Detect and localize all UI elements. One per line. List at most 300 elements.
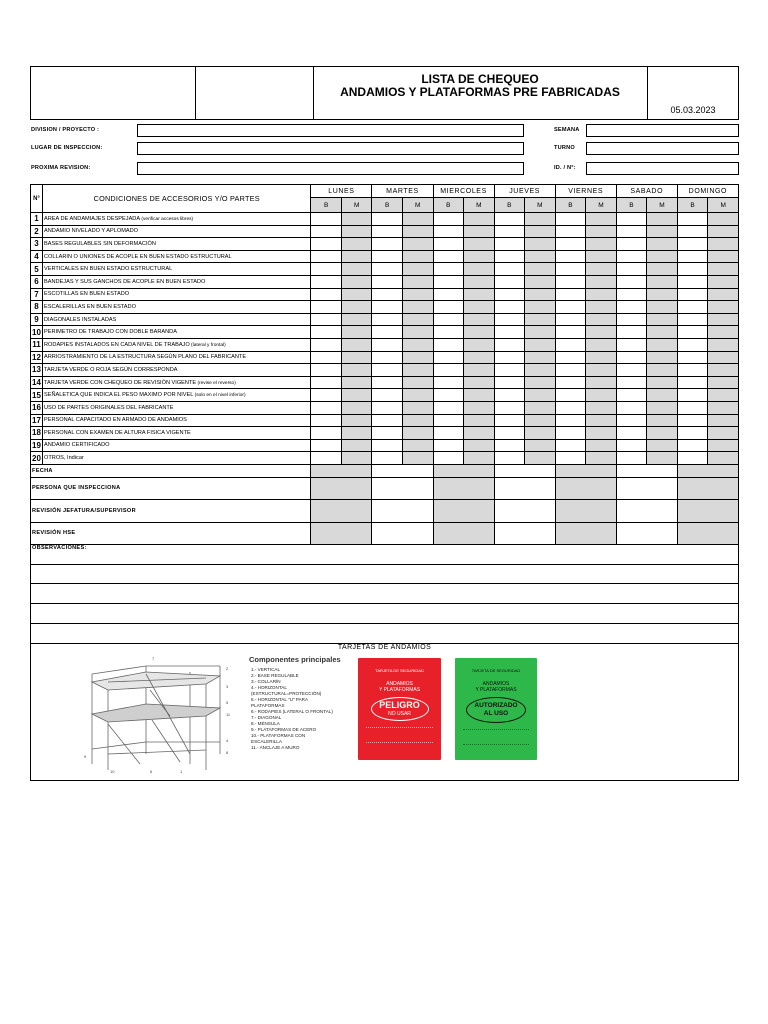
- check-cell[interactable]: [402, 376, 433, 389]
- check-cell[interactable]: [677, 439, 708, 452]
- check-cell[interactable]: [555, 326, 586, 339]
- check-cell[interactable]: [311, 250, 342, 263]
- check-cell[interactable]: [464, 326, 495, 339]
- check-cell[interactable]: [647, 439, 678, 452]
- check-cell[interactable]: [464, 427, 495, 440]
- check-cell[interactable]: [525, 213, 556, 226]
- check-cell[interactable]: [464, 238, 495, 251]
- check-cell[interactable]: [677, 238, 708, 251]
- check-cell[interactable]: [616, 301, 647, 314]
- check-cell[interactable]: [708, 326, 739, 339]
- check-cell[interactable]: [464, 414, 495, 427]
- check-cell[interactable]: [311, 427, 342, 440]
- check-cell[interactable]: [311, 414, 342, 427]
- check-cell[interactable]: [586, 364, 617, 377]
- check-cell[interactable]: [555, 364, 586, 377]
- signature-cell[interactable]: [311, 464, 372, 477]
- check-cell[interactable]: [647, 452, 678, 465]
- check-cell[interactable]: [341, 427, 372, 440]
- semana-input[interactable]: [586, 124, 739, 137]
- check-cell[interactable]: [433, 364, 464, 377]
- check-cell[interactable]: [616, 225, 647, 238]
- check-cell[interactable]: [341, 213, 372, 226]
- check-cell[interactable]: [494, 250, 525, 263]
- check-cell[interactable]: [464, 389, 495, 402]
- check-cell[interactable]: [525, 326, 556, 339]
- check-cell[interactable]: [708, 225, 739, 238]
- check-cell[interactable]: [586, 439, 617, 452]
- check-cell[interactable]: [708, 414, 739, 427]
- check-cell[interactable]: [586, 288, 617, 301]
- check-cell[interactable]: [341, 301, 372, 314]
- check-cell[interactable]: [433, 427, 464, 440]
- check-cell[interactable]: [586, 376, 617, 389]
- check-cell[interactable]: [586, 263, 617, 276]
- check-cell[interactable]: [402, 288, 433, 301]
- check-cell[interactable]: [555, 313, 586, 326]
- check-cell[interactable]: [311, 263, 342, 276]
- check-cell[interactable]: [677, 414, 708, 427]
- check-cell[interactable]: [311, 401, 342, 414]
- check-cell[interactable]: [616, 338, 647, 351]
- check-cell[interactable]: [708, 213, 739, 226]
- check-cell[interactable]: [341, 351, 372, 364]
- check-cell[interactable]: [677, 376, 708, 389]
- check-cell[interactable]: [708, 250, 739, 263]
- check-cell[interactable]: [372, 213, 403, 226]
- check-cell[interactable]: [311, 364, 342, 377]
- check-cell[interactable]: [433, 225, 464, 238]
- check-cell[interactable]: [616, 275, 647, 288]
- check-cell[interactable]: [555, 452, 586, 465]
- check-cell[interactable]: [372, 414, 403, 427]
- check-cell[interactable]: [372, 338, 403, 351]
- signature-cell[interactable]: [494, 522, 555, 544]
- check-cell[interactable]: [311, 288, 342, 301]
- check-cell[interactable]: [677, 288, 708, 301]
- check-cell[interactable]: [555, 427, 586, 440]
- proxima-input[interactable]: [137, 162, 524, 175]
- check-cell[interactable]: [494, 376, 525, 389]
- check-cell[interactable]: [433, 275, 464, 288]
- check-cell[interactable]: [708, 301, 739, 314]
- observation-line[interactable]: [31, 604, 739, 624]
- check-cell[interactable]: [494, 364, 525, 377]
- check-cell[interactable]: [494, 439, 525, 452]
- check-cell[interactable]: [616, 288, 647, 301]
- check-cell[interactable]: [708, 376, 739, 389]
- lugar-input[interactable]: [137, 142, 524, 155]
- check-cell[interactable]: [677, 338, 708, 351]
- signature-cell[interactable]: [616, 464, 677, 477]
- check-cell[interactable]: [494, 427, 525, 440]
- check-cell[interactable]: [311, 225, 342, 238]
- check-cell[interactable]: [372, 439, 403, 452]
- check-cell[interactable]: [311, 238, 342, 251]
- check-cell[interactable]: [586, 338, 617, 351]
- check-cell[interactable]: [372, 364, 403, 377]
- check-cell[interactable]: [341, 452, 372, 465]
- check-cell[interactable]: [311, 351, 342, 364]
- check-cell[interactable]: [555, 376, 586, 389]
- check-cell[interactable]: [616, 263, 647, 276]
- check-cell[interactable]: [616, 389, 647, 402]
- check-cell[interactable]: [525, 263, 556, 276]
- signature-cell[interactable]: [677, 522, 738, 544]
- check-cell[interactable]: [525, 338, 556, 351]
- signature-cell[interactable]: [616, 499, 677, 522]
- check-cell[interactable]: [464, 250, 495, 263]
- check-cell[interactable]: [372, 401, 403, 414]
- check-cell[interactable]: [708, 351, 739, 364]
- check-cell[interactable]: [616, 414, 647, 427]
- check-cell[interactable]: [464, 351, 495, 364]
- check-cell[interactable]: [616, 313, 647, 326]
- signature-cell[interactable]: [372, 477, 433, 499]
- check-cell[interactable]: [311, 452, 342, 465]
- check-cell[interactable]: [555, 338, 586, 351]
- check-cell[interactable]: [433, 401, 464, 414]
- check-cell[interactable]: [494, 288, 525, 301]
- check-cell[interactable]: [402, 250, 433, 263]
- check-cell[interactable]: [555, 414, 586, 427]
- signature-cell[interactable]: [677, 477, 738, 499]
- check-cell[interactable]: [464, 288, 495, 301]
- check-cell[interactable]: [464, 364, 495, 377]
- check-cell[interactable]: [708, 238, 739, 251]
- check-cell[interactable]: [464, 275, 495, 288]
- check-cell[interactable]: [525, 401, 556, 414]
- check-cell[interactable]: [525, 389, 556, 402]
- signature-cell[interactable]: [555, 464, 616, 477]
- check-cell[interactable]: [341, 238, 372, 251]
- check-cell[interactable]: [525, 225, 556, 238]
- check-cell[interactable]: [341, 389, 372, 402]
- check-cell[interactable]: [494, 326, 525, 339]
- signature-cell[interactable]: [616, 522, 677, 544]
- check-cell[interactable]: [555, 238, 586, 251]
- observation-line[interactable]: [31, 584, 739, 604]
- check-cell[interactable]: [586, 238, 617, 251]
- check-cell[interactable]: [433, 288, 464, 301]
- check-cell[interactable]: [433, 313, 464, 326]
- check-cell[interactable]: [372, 225, 403, 238]
- check-cell[interactable]: [494, 414, 525, 427]
- signature-cell[interactable]: [555, 522, 616, 544]
- check-cell[interactable]: [402, 313, 433, 326]
- check-cell[interactable]: [525, 439, 556, 452]
- check-cell[interactable]: [586, 326, 617, 339]
- check-cell[interactable]: [708, 313, 739, 326]
- check-cell[interactable]: [586, 452, 617, 465]
- check-cell[interactable]: [647, 326, 678, 339]
- check-cell[interactable]: [311, 338, 342, 351]
- check-cell[interactable]: [402, 225, 433, 238]
- check-cell[interactable]: [677, 326, 708, 339]
- check-cell[interactable]: [433, 263, 464, 276]
- check-cell[interactable]: [433, 439, 464, 452]
- signature-cell[interactable]: [677, 499, 738, 522]
- check-cell[interactable]: [647, 263, 678, 276]
- check-cell[interactable]: [494, 238, 525, 251]
- check-cell[interactable]: [402, 351, 433, 364]
- check-cell[interactable]: [647, 338, 678, 351]
- check-cell[interactable]: [494, 313, 525, 326]
- check-cell[interactable]: [647, 427, 678, 440]
- signature-cell[interactable]: [494, 477, 555, 499]
- check-cell[interactable]: [464, 263, 495, 276]
- check-cell[interactable]: [494, 351, 525, 364]
- check-cell[interactable]: [525, 313, 556, 326]
- check-cell[interactable]: [494, 225, 525, 238]
- check-cell[interactable]: [494, 263, 525, 276]
- check-cell[interactable]: [402, 427, 433, 440]
- check-cell[interactable]: [647, 401, 678, 414]
- check-cell[interactable]: [494, 301, 525, 314]
- check-cell[interactable]: [616, 351, 647, 364]
- check-cell[interactable]: [677, 301, 708, 314]
- check-cell[interactable]: [402, 414, 433, 427]
- check-cell[interactable]: [647, 351, 678, 364]
- signature-cell[interactable]: [677, 464, 738, 477]
- check-cell[interactable]: [677, 401, 708, 414]
- check-cell[interactable]: [616, 238, 647, 251]
- signature-cell[interactable]: [555, 499, 616, 522]
- check-cell[interactable]: [616, 250, 647, 263]
- check-cell[interactable]: [525, 376, 556, 389]
- check-cell[interactable]: [616, 213, 647, 226]
- check-cell[interactable]: [433, 376, 464, 389]
- check-cell[interactable]: [402, 439, 433, 452]
- check-cell[interactable]: [464, 313, 495, 326]
- check-cell[interactable]: [494, 389, 525, 402]
- check-cell[interactable]: [341, 376, 372, 389]
- check-cell[interactable]: [677, 452, 708, 465]
- check-cell[interactable]: [402, 275, 433, 288]
- check-cell[interactable]: [341, 338, 372, 351]
- check-cell[interactable]: [647, 288, 678, 301]
- check-cell[interactable]: [708, 401, 739, 414]
- check-cell[interactable]: [341, 414, 372, 427]
- check-cell[interactable]: [677, 275, 708, 288]
- check-cell[interactable]: [525, 238, 556, 251]
- check-cell[interactable]: [708, 364, 739, 377]
- check-cell[interactable]: [372, 389, 403, 402]
- check-cell[interactable]: [433, 389, 464, 402]
- check-cell[interactable]: [708, 275, 739, 288]
- check-cell[interactable]: [433, 238, 464, 251]
- check-cell[interactable]: [433, 213, 464, 226]
- check-cell[interactable]: [555, 275, 586, 288]
- signature-cell[interactable]: [372, 464, 433, 477]
- check-cell[interactable]: [586, 250, 617, 263]
- check-cell[interactable]: [677, 225, 708, 238]
- check-cell[interactable]: [616, 364, 647, 377]
- check-cell[interactable]: [647, 238, 678, 251]
- check-cell[interactable]: [555, 389, 586, 402]
- check-cell[interactable]: [555, 225, 586, 238]
- check-cell[interactable]: [708, 338, 739, 351]
- check-cell[interactable]: [555, 401, 586, 414]
- check-cell[interactable]: [647, 213, 678, 226]
- check-cell[interactable]: [372, 288, 403, 301]
- signature-cell[interactable]: [494, 499, 555, 522]
- check-cell[interactable]: [677, 313, 708, 326]
- check-cell[interactable]: [311, 313, 342, 326]
- check-cell[interactable]: [433, 326, 464, 339]
- check-cell[interactable]: [677, 427, 708, 440]
- check-cell[interactable]: [677, 364, 708, 377]
- check-cell[interactable]: [341, 263, 372, 276]
- check-cell[interactable]: [402, 301, 433, 314]
- check-cell[interactable]: [708, 288, 739, 301]
- observation-line[interactable]: [31, 564, 739, 584]
- check-cell[interactable]: [372, 263, 403, 276]
- check-cell[interactable]: [647, 301, 678, 314]
- signature-cell[interactable]: [311, 477, 372, 499]
- check-cell[interactable]: [586, 225, 617, 238]
- check-cell[interactable]: [586, 301, 617, 314]
- check-cell[interactable]: [402, 213, 433, 226]
- check-cell[interactable]: [341, 364, 372, 377]
- signature-cell[interactable]: [433, 477, 494, 499]
- check-cell[interactable]: [494, 401, 525, 414]
- check-cell[interactable]: [311, 389, 342, 402]
- check-cell[interactable]: [372, 376, 403, 389]
- check-cell[interactable]: [647, 275, 678, 288]
- check-cell[interactable]: [402, 338, 433, 351]
- check-cell[interactable]: [311, 376, 342, 389]
- check-cell[interactable]: [647, 313, 678, 326]
- signature-cell[interactable]: [616, 477, 677, 499]
- check-cell[interactable]: [647, 389, 678, 402]
- check-cell[interactable]: [372, 250, 403, 263]
- check-cell[interactable]: [494, 275, 525, 288]
- signature-cell[interactable]: [433, 464, 494, 477]
- check-cell[interactable]: [464, 439, 495, 452]
- check-cell[interactable]: [616, 427, 647, 440]
- check-cell[interactable]: [341, 313, 372, 326]
- check-cell[interactable]: [372, 275, 403, 288]
- check-cell[interactable]: [372, 326, 403, 339]
- check-cell[interactable]: [525, 250, 556, 263]
- check-cell[interactable]: [402, 401, 433, 414]
- check-cell[interactable]: [616, 376, 647, 389]
- check-cell[interactable]: [555, 263, 586, 276]
- check-cell[interactable]: [341, 225, 372, 238]
- check-cell[interactable]: [464, 225, 495, 238]
- check-cell[interactable]: [616, 326, 647, 339]
- check-cell[interactable]: [494, 338, 525, 351]
- check-cell[interactable]: [555, 301, 586, 314]
- check-cell[interactable]: [372, 452, 403, 465]
- check-cell[interactable]: [525, 275, 556, 288]
- check-cell[interactable]: [555, 213, 586, 226]
- check-cell[interactable]: [525, 301, 556, 314]
- check-cell[interactable]: [647, 414, 678, 427]
- signature-cell[interactable]: [555, 477, 616, 499]
- check-cell[interactable]: [647, 250, 678, 263]
- signature-cell[interactable]: [433, 522, 494, 544]
- check-cell[interactable]: [586, 351, 617, 364]
- check-cell[interactable]: [464, 401, 495, 414]
- signature-cell[interactable]: [372, 522, 433, 544]
- check-cell[interactable]: [402, 326, 433, 339]
- division-input[interactable]: [137, 124, 524, 137]
- check-cell[interactable]: [402, 364, 433, 377]
- check-cell[interactable]: [677, 250, 708, 263]
- check-cell[interactable]: [464, 338, 495, 351]
- check-cell[interactable]: [555, 351, 586, 364]
- check-cell[interactable]: [677, 351, 708, 364]
- check-cell[interactable]: [341, 250, 372, 263]
- check-cell[interactable]: [525, 452, 556, 465]
- check-cell[interactable]: [677, 213, 708, 226]
- signature-cell[interactable]: [433, 499, 494, 522]
- check-cell[interactable]: [464, 213, 495, 226]
- check-cell[interactable]: [433, 414, 464, 427]
- check-cell[interactable]: [677, 263, 708, 276]
- check-cell[interactable]: [555, 439, 586, 452]
- check-cell[interactable]: [464, 301, 495, 314]
- check-cell[interactable]: [708, 452, 739, 465]
- check-cell[interactable]: [586, 401, 617, 414]
- check-cell[interactable]: [586, 427, 617, 440]
- check-cell[interactable]: [708, 263, 739, 276]
- check-cell[interactable]: [647, 376, 678, 389]
- check-cell[interactable]: [616, 452, 647, 465]
- signature-cell[interactable]: [494, 464, 555, 477]
- signature-cell[interactable]: [311, 522, 372, 544]
- check-cell[interactable]: [525, 364, 556, 377]
- check-cell[interactable]: [555, 250, 586, 263]
- check-cell[interactable]: [341, 326, 372, 339]
- check-cell[interactable]: [402, 389, 433, 402]
- check-cell[interactable]: [341, 275, 372, 288]
- check-cell[interactable]: [433, 250, 464, 263]
- check-cell[interactable]: [372, 301, 403, 314]
- check-cell[interactable]: [647, 225, 678, 238]
- observation-line[interactable]: [31, 624, 739, 644]
- check-cell[interactable]: [464, 452, 495, 465]
- check-cell[interactable]: [708, 427, 739, 440]
- check-cell[interactable]: [433, 351, 464, 364]
- check-cell[interactable]: [433, 301, 464, 314]
- check-cell[interactable]: [311, 275, 342, 288]
- check-cell[interactable]: [708, 389, 739, 402]
- turno-input[interactable]: [586, 142, 739, 155]
- check-cell[interactable]: [647, 364, 678, 377]
- check-cell[interactable]: [525, 414, 556, 427]
- check-cell[interactable]: [402, 238, 433, 251]
- check-cell[interactable]: [372, 427, 403, 440]
- check-cell[interactable]: [372, 351, 403, 364]
- signature-cell[interactable]: [311, 499, 372, 522]
- check-cell[interactable]: [341, 439, 372, 452]
- check-cell[interactable]: [586, 389, 617, 402]
- id-input[interactable]: [586, 162, 739, 175]
- check-cell[interactable]: [525, 288, 556, 301]
- check-cell[interactable]: [311, 326, 342, 339]
- check-cell[interactable]: [525, 351, 556, 364]
- check-cell[interactable]: [433, 452, 464, 465]
- signature-cell[interactable]: [372, 499, 433, 522]
- check-cell[interactable]: [586, 313, 617, 326]
- check-cell[interactable]: [341, 401, 372, 414]
- check-cell[interactable]: [616, 439, 647, 452]
- check-cell[interactable]: [311, 301, 342, 314]
- check-cell[interactable]: [402, 452, 433, 465]
